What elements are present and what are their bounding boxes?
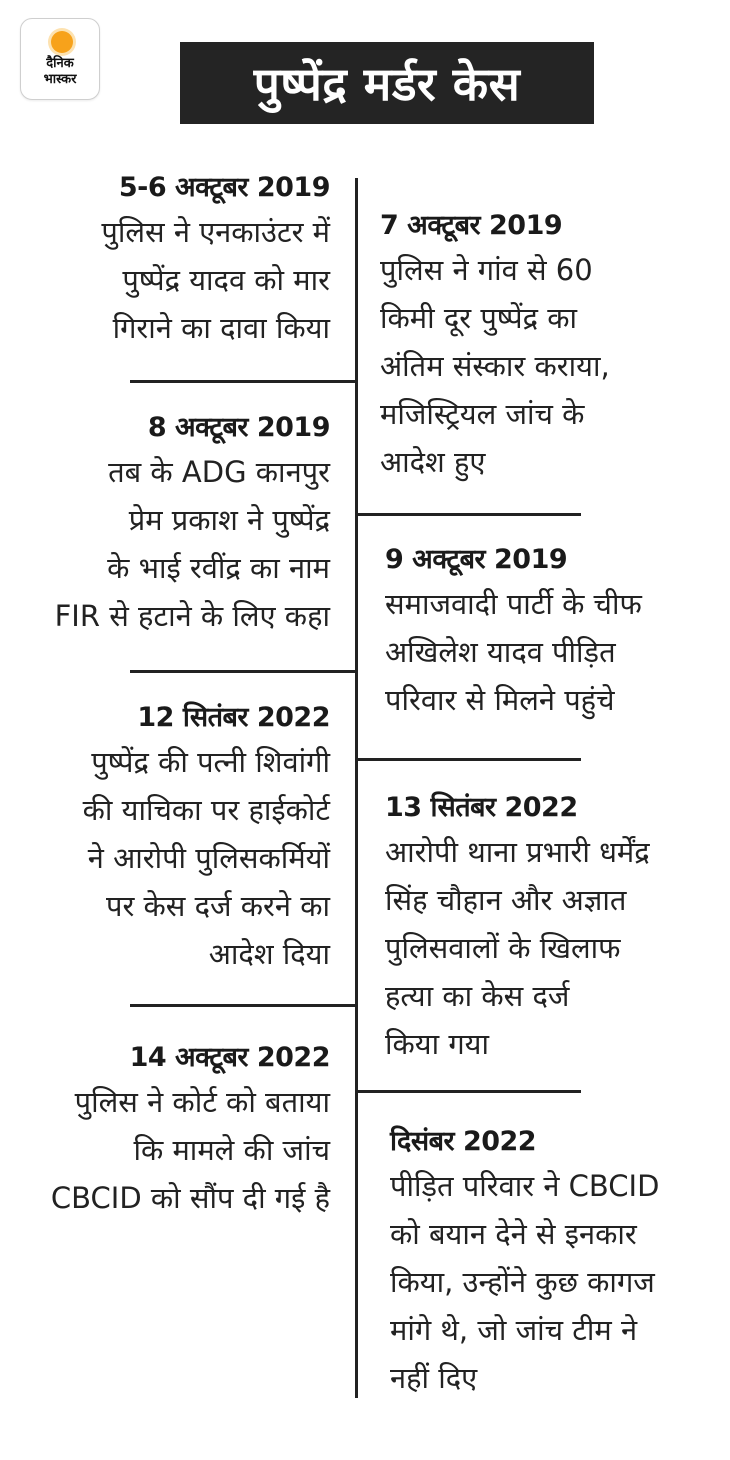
event-line: पुलिसवालों के खिलाफ [385,931,621,965]
event-line: CBCID को सौंप दी गई है [50,1181,330,1215]
timeline-divider [130,1004,357,1007]
event-description [83,738,330,978]
event-description [55,448,330,640]
event-date: 13 सितंबर 2022 [385,792,578,823]
logo-text-line1: दैनिक [46,56,74,71]
event-line: सिंह चौहान और अज्ञात [385,883,627,917]
event-line: पुष्पेंद्र यादव को मार [122,263,330,297]
event-line: FIR से हटाने के लिए कहा [54,599,330,633]
page-title: पुष्पेंद्र मर्डर केस [180,42,594,124]
event-line: हत्या का केस दर्ज [385,979,570,1013]
event-line: परिवार से मिलने पहुंचे [385,683,615,717]
event-line: तब के ADG कानपुर [108,455,330,489]
event-line: आरोपी थाना प्रभारी धर्मेंद्र [385,835,650,869]
event-description [385,828,650,1068]
event-description [51,1078,330,1222]
event-date: 5-6 अक्टूबर 2019 [118,172,330,203]
timeline-event-right [385,790,650,1068]
event-line: की याचिका पर हाईकोर्ट [82,793,330,827]
event-line: मांगे थे, जो जांच टीम ने [390,1313,638,1347]
event-date: 9 अक्टूबर 2019 [385,544,568,575]
event-description [380,246,610,486]
dainik-bhaskar-logo [20,18,100,100]
event-line: समाजवादी पार्टी के चीफ [385,587,642,621]
timeline-event-right [390,1124,659,1402]
event-line: गिराने का दावा किया [112,311,330,345]
timeline-event-left [55,410,330,640]
timeline-spine [355,178,358,1398]
event-date: 7 अक्टूबर 2019 [380,210,563,241]
logo-text-line2: भास्कर [43,72,77,87]
timeline-event-right [385,542,642,724]
event-line: पर केस दर्ज करने का [105,889,330,923]
event-line: मजिस्ट्रियल जांच के [380,397,585,431]
event-line: पुलिस ने गांव से 60 [380,253,593,287]
event-line: आदेश हुए [380,445,486,479]
event-description [385,580,642,724]
timeline-divider [355,1090,581,1093]
event-line: नहीं दिए [390,1361,478,1395]
timeline-event-left [51,1040,330,1222]
event-date: दिसंबर 2022 [390,1126,537,1157]
event-line: पुष्पेंद्र की पत्नी शिवांगी [91,745,330,779]
event-line: पीड़ित परिवार ने CBCID [390,1169,660,1203]
event-line: प्रेम प्रकाश ने पुष्पेंद्र [128,503,330,537]
timeline-divider [130,670,357,673]
event-line: के भाई रवींद्र का नाम [107,551,330,585]
timeline-divider [355,758,581,761]
event-line: अंतिम संस्कार कराया, [380,349,610,383]
event-line: कि मामले की जांच [133,1133,330,1167]
event-line: अखिलेश यादव पीड़ित [385,635,616,669]
event-description [101,208,330,352]
event-line: को बयान देने से इनकार [390,1217,637,1251]
event-line: किया गया [385,1027,489,1061]
sun-icon [51,31,73,53]
timeline-event-right [380,208,610,486]
event-date: 8 अक्टूबर 2019 [147,412,330,443]
timeline-event-left [83,700,330,978]
event-description [390,1162,659,1402]
event-date: 14 अक्टूबर 2022 [129,1042,330,1073]
event-line: पुलिस ने एनकाउंटर में [101,215,330,249]
event-date: 12 सितंबर 2022 [137,702,330,733]
event-line: किया, उन्होंने कुछ कागज [390,1265,655,1299]
timeline-divider [130,380,357,383]
timeline-divider [355,513,581,516]
event-line: किमी दूर पुष्पेंद्र का [380,301,578,335]
event-line: पुलिस ने कोर्ट को बताया [74,1085,330,1119]
event-line: आदेश दिया [208,937,330,971]
event-line: ने आरोपी पुलिसकर्मियों [87,841,330,875]
timeline-event-left [101,170,330,352]
